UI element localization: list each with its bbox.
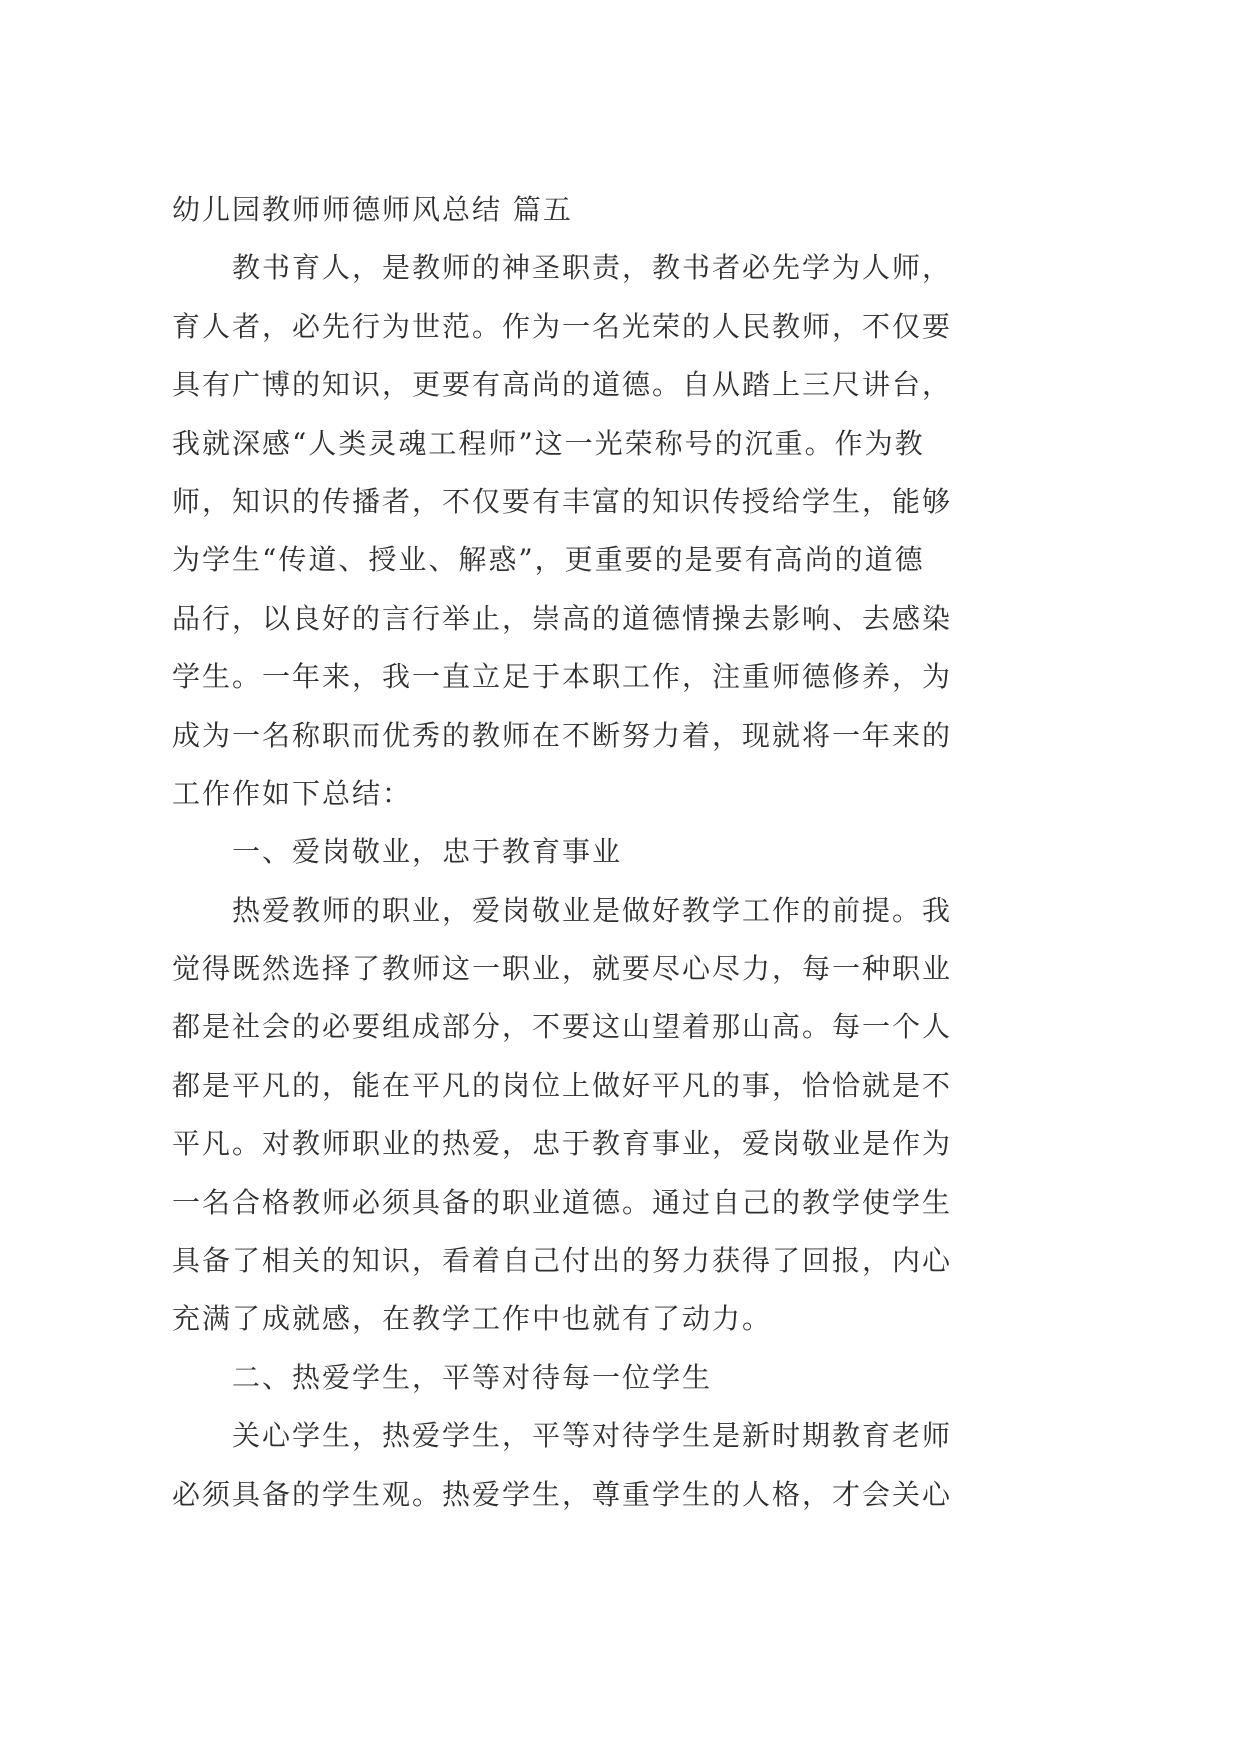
text-line: 都是社会的必要组成部分，不要这山望着那山高。每一个人 — [172, 1010, 953, 1044]
document-page — [172, 181, 1072, 1524]
text-line: 成为一名称职而优秀的教师在不断努力着，现就将一年来的 — [172, 718, 953, 752]
text-line: 育人者，必先行为世范。作为一名光荣的人民教师，不仅要 — [172, 309, 953, 343]
text-line: 工作作如下总结： — [172, 776, 413, 810]
text-line: 学生。一年来，我一直立足于本职工作，注重师德修养，为 — [172, 660, 953, 694]
text-line: 品行，以良好的言行举止，崇高的道德情操去影响、去感染 — [172, 601, 953, 635]
text-line: 师，知识的传播者，不仅要有丰富的知识传授给学生，能够 — [172, 484, 953, 518]
document-title: 幼儿园教师师德师风总结 篇五 — [172, 193, 573, 226]
intro-paragraph — [172, 239, 1072, 823]
section-1-paragraph — [172, 882, 1072, 1349]
text-line: 教书育人，是教师的神圣职责，教书者必先学为人师， — [232, 251, 953, 285]
text-line: 觉得既然选择了教师这一职业，就要尽心尽力，每一种职业 — [172, 952, 953, 986]
text-line: 具有广博的知识，更要有高尚的道德。自从踏上三尺讲台， — [172, 368, 953, 402]
text-line: 充满了成就感，在教学工作中也就有了动力。 — [172, 1302, 773, 1336]
text-line: 热爱教师的职业，爱岗敬业是做好教学工作的前提。我 — [232, 893, 953, 927]
text-line: 都是平凡的，能在平凡的岗位上做好平凡的事，恰恰就是不 — [172, 1068, 953, 1102]
text-line: 必须具备的学生观。热爱学生，尊重学生的人格，才会关心 — [172, 1477, 953, 1511]
text-line: 关心学生，热爱学生，平等对待学生是新时期教育老师 — [232, 1419, 953, 1453]
section-heading-2 — [172, 1349, 1072, 1407]
section-heading: 一、爱岗敬业，忠于教育事业 — [232, 835, 623, 869]
text-line: 平凡。对教师职业的热爱，忠于教育事业，爱岗敬业是作为 — [172, 1127, 953, 1161]
section-2-paragraph — [172, 1407, 1072, 1524]
text-line: 为学生“传道、授业、解惑”，更重要的是要有高尚的道德 — [172, 543, 925, 577]
section-heading-1 — [172, 823, 1072, 881]
text-line: 一名合格教师必须具备的职业道德。通过自己的教学使学生 — [172, 1185, 953, 1219]
text-line: 具备了相关的知识，看着自己付出的努力获得了回报，内心 — [172, 1244, 953, 1278]
section-heading: 二、热爱学生，平等对待每一位学生 — [232, 1360, 713, 1394]
text-line: 我就深感“人类灵魂工程师”这一光荣称号的沉重。作为教 — [172, 426, 925, 460]
